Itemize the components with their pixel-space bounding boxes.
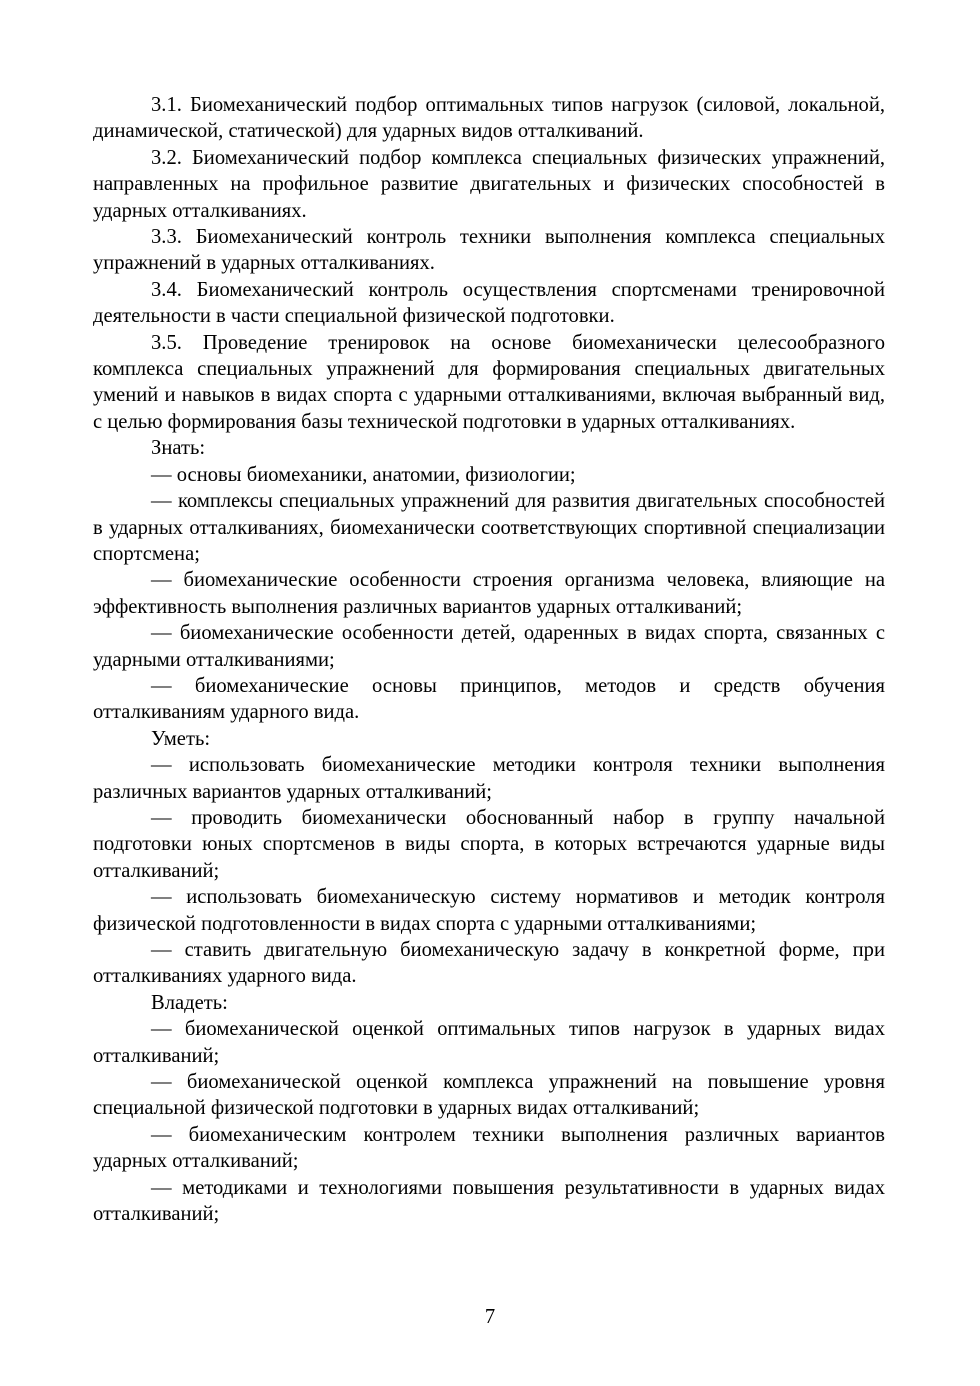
paragraph-3-1: 3.1. Биомеханический подбор оптимальных типов нагрузок (силовой, локальной, динамической, статической) для ударных видов отталкиваний. xyxy=(93,94,885,143)
list-item: — использовать биомеханическую систему нормативов и методик контроля физической подготовленности в видах спорта с ударными отталкиваниями; xyxy=(93,886,885,935)
list-item: — биомеханические особенности детей, одаренных в видах спорта, связанных с ударными отталкиваниями; xyxy=(93,622,885,671)
list-item: — основы биомеханики, анатомии, физиологии; xyxy=(151,463,576,486)
heading-know: Знать: xyxy=(151,437,206,460)
list-item: — биомеханические особенности строения организма человека, влияющие на эффективность выполнения различных вариантов ударных отталкиваний; xyxy=(93,569,885,618)
list-item: — ставить двигательную биомеханическую задачу в конкретной форме, при отталкиваниях ударного вида. xyxy=(93,939,885,988)
paragraph-3-5: 3.5. Проведение тренировок на основе биомеханически целесообразного комплекса специальных упражнений для формирования специальных двигательных умений и навыков в видах спорта с ударными отталкиваниями, включая выбранный вид, с целью формирования базы технической подготовки в ударных отталкиваниях. xyxy=(93,331,885,433)
page-body xyxy=(93,92,885,1227)
list-item: — проводить биомеханически обоснованный набор в группу начальной подготовки юных спортсменов в виды спорта, в которых встречаются ударные виды отталкиваний; xyxy=(93,806,885,882)
paragraph-3-4: 3.4. Биомеханический контроль осуществления спортсменами тренировочной деятельности в части специальной физической подготовки. xyxy=(93,278,885,328)
list-item: — биомеханической оценкой комплекса упражнений на повышение уровня специальной физической подготовки в ударных видах отталкиваний; xyxy=(93,1071,885,1120)
list-item: — методиками и технологиями повышения результативности в ударных видах отталкиваний; xyxy=(93,1176,885,1226)
paragraph-3-2: 3.2. Биомеханический подбор комплекса специальных физических упражнений, направленных на профильное развитие двигательных и физических способностей в ударных отталкиваниях. xyxy=(93,146,885,222)
list-item: — биомеханической оценкой оптимальных типов нагрузок в ударных видах отталкиваний; xyxy=(93,1018,885,1067)
page-number: 7 xyxy=(484,1306,496,1328)
paragraph-3-3: 3.3. Биомеханический контроль техники выполнения комплекса специальных упражнений в ударных отталкиваниях. xyxy=(93,226,885,275)
list-item: — биомеханические основы принципов, методов и средств обучения отталкиваниям ударного вида. xyxy=(93,674,885,724)
heading-be-able: Уметь: xyxy=(151,727,211,750)
list-item: — использовать биомеханические методики контроля техники выполнения различных вариантов ударных отталкиваний; xyxy=(93,754,885,803)
list-item: — комплексы специальных упражнений для развития двигательных способностей в ударных отталкиваниях, биомеханически соответствующих спортивной специализации спортсмена; xyxy=(93,490,885,565)
heading-master: Владеть: xyxy=(151,991,228,1014)
list-item: — биомеханическим контролем техники выполнения различных вариантов ударных отталкиваний; xyxy=(93,1123,885,1173)
